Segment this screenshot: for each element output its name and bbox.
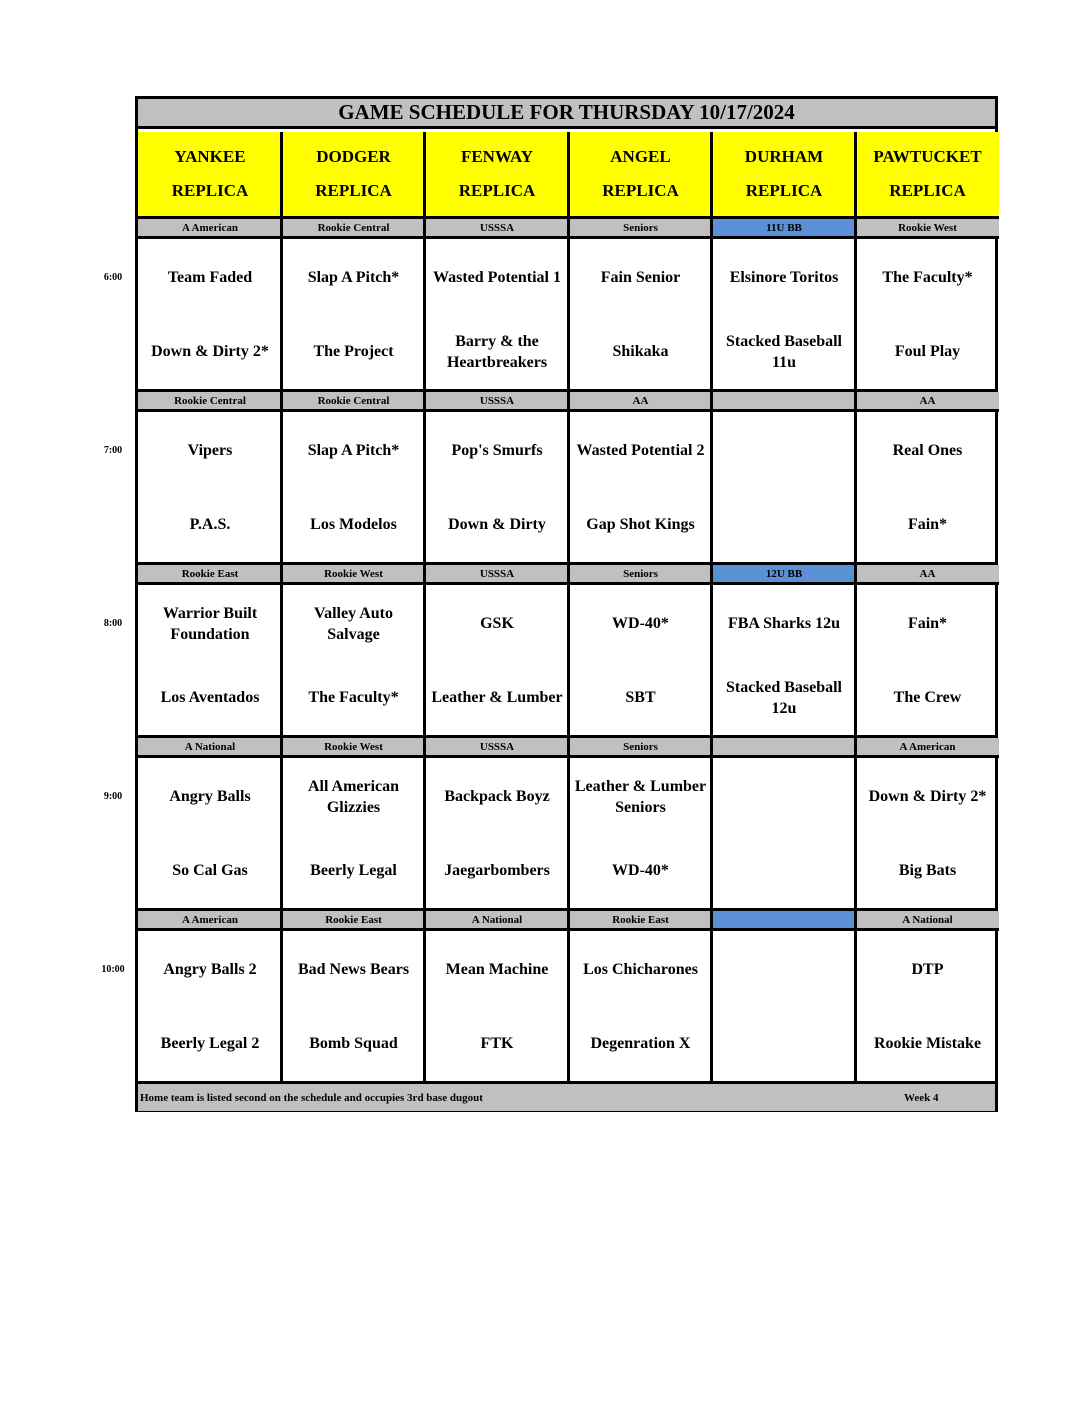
away-team: All American Glizzies (307, 777, 400, 816)
division-label (712, 738, 856, 758)
away-team: Pop's Smurfs (451, 442, 543, 459)
away-team: Team Faded (167, 269, 253, 286)
division-label: A American (138, 219, 282, 239)
field-name: PAWTUCKET (873, 146, 982, 166)
home-team: Degenration X (590, 1035, 691, 1052)
division-label: Rookie West (282, 565, 425, 585)
division-label: 12U BB (712, 565, 856, 585)
home-team: Shikaka (612, 343, 669, 360)
home-team: Rookie Mistake (873, 1035, 982, 1052)
division-label: Rookie East (569, 911, 712, 931)
field-header (138, 132, 282, 219)
column-divider (854, 132, 857, 1084)
home-team (712, 487, 856, 562)
field-name: ANGEL (610, 146, 671, 166)
division-label: Seniors (569, 565, 712, 585)
away-team: Down & Dirty 2* (868, 788, 987, 805)
home-team: So Cal Gas (172, 862, 248, 879)
division-label: Rookie Central (282, 392, 425, 412)
division-label: Seniors (569, 219, 712, 239)
home-team: Bomb Squad (309, 1035, 398, 1052)
division-label: Rookie East (282, 911, 425, 931)
field-type: REPLICA (458, 181, 536, 201)
time-label: 10:00 (101, 964, 125, 975)
time-label: 9:00 (103, 791, 123, 802)
division-label: AA (569, 392, 712, 412)
column-divider (423, 132, 426, 1084)
away-team (712, 931, 856, 1008)
division-label: AA (856, 565, 999, 585)
home-team (712, 833, 856, 908)
home-team: Big Bats (898, 862, 957, 879)
division-label: AA (856, 392, 999, 412)
field-type: REPLICA (889, 181, 966, 201)
division-label: Rookie Central (282, 219, 425, 239)
field-header (712, 132, 856, 219)
away-team: WD-40* (612, 615, 669, 632)
division-label: Rookie West (856, 219, 999, 239)
field-type: REPLICA (315, 181, 392, 201)
division-label: USSSA (425, 565, 569, 585)
division-label: USSSA (425, 392, 569, 412)
time-label: 6:00 (103, 272, 123, 283)
away-team (712, 412, 856, 489)
home-team: Stacked Baseball 12u (725, 678, 842, 717)
away-team: Slap A Pitch* (307, 442, 400, 459)
division-label: Rookie Central (138, 392, 282, 412)
division-label: A National (425, 911, 569, 931)
division-label: 11U BB (712, 219, 856, 239)
away-team: Los Chicharones (583, 961, 698, 978)
field-header (569, 132, 712, 219)
division-label: A American (138, 911, 282, 931)
column-divider (567, 132, 570, 1084)
division-label (712, 911, 856, 931)
home-team: Los Aventados (160, 689, 260, 706)
field-name: YANKEE (174, 146, 246, 166)
home-team (712, 1006, 856, 1081)
division-label: A National (856, 911, 999, 931)
field-type: REPLICA (602, 181, 679, 201)
home-team: The Faculty* (308, 689, 399, 706)
field-name: DURHAM (744, 146, 824, 166)
away-team: Mean Machine (445, 961, 549, 978)
week-label: Week 4 (904, 1092, 939, 1104)
column-divider (280, 132, 283, 1084)
home-team: Leather & Lumber (431, 689, 563, 706)
away-team: DTP (911, 961, 944, 978)
away-team: Bad News Bears (297, 961, 410, 978)
home-team: The Project (313, 343, 394, 360)
division-label: Rookie East (138, 565, 282, 585)
home-team: SBT (625, 689, 656, 706)
home-team: Down & Dirty (448, 516, 546, 533)
away-team: Wasted Potential 1 (433, 269, 561, 286)
home-team: Down & Dirty 2* (151, 343, 269, 360)
away-team: FBA Sharks 12u (727, 615, 841, 632)
away-team: Backpack Boyz (444, 788, 550, 805)
footer-bar (138, 1084, 995, 1111)
home-team: Los Modelos (310, 516, 397, 533)
away-team: Valley Auto Salvage (314, 604, 393, 643)
home-team: Beerly Legal 2 (160, 1035, 260, 1052)
away-team: Warrior Built Foundation (162, 604, 258, 643)
away-team: Vipers (187, 442, 233, 459)
time-label: 8:00 (103, 618, 123, 629)
away-team: Wasted Potential 2 (576, 442, 705, 459)
away-team: Fain Senior (600, 269, 681, 286)
field-header (282, 132, 425, 219)
division-label: A National (138, 738, 282, 758)
division-label: USSSA (425, 738, 569, 758)
home-team: Barry & the Heartbreakers (446, 332, 548, 371)
field-name: DODGER (316, 146, 391, 166)
time-label: 7:00 (103, 445, 123, 456)
footer-note: Home team is listed second on the schedule and occupies 3rd base dugout (140, 1092, 483, 1104)
home-team: Beerly Legal (310, 862, 397, 879)
away-team (712, 758, 856, 835)
home-team: Fain* (907, 516, 948, 533)
home-team: Jaegarbombers (444, 862, 550, 879)
schedule-title: GAME SCHEDULE FOR THURSDAY 10/17/2024 (138, 99, 995, 129)
away-team: Elsinore Toritos (729, 269, 839, 286)
home-team: Gap Shot Kings (586, 516, 695, 533)
away-team: GSK (480, 615, 514, 632)
field-header (425, 132, 569, 219)
field-type: REPLICA (171, 181, 249, 201)
away-team: Angry Balls 2 (163, 961, 257, 978)
away-team: Leather & Lumber Seniors (574, 777, 707, 816)
division-label: Rookie West (282, 738, 425, 758)
away-team: Real Ones (892, 442, 963, 459)
field-name: FENWAY (460, 146, 534, 166)
away-team: Angry Balls (169, 788, 251, 805)
column-divider (710, 132, 713, 1084)
home-team: FTK (480, 1035, 514, 1052)
home-team: Foul Play (894, 343, 961, 360)
division-label (712, 392, 856, 412)
schedule-table (135, 96, 998, 1112)
division-label: A American (856, 738, 999, 758)
home-team: Stacked Baseball 11u (725, 332, 842, 371)
away-team: Slap A Pitch* (307, 269, 400, 286)
division-label: USSSA (425, 219, 569, 239)
division-label: Seniors (569, 738, 712, 758)
home-team: P.A.S. (189, 516, 231, 533)
home-team: The Crew (893, 689, 962, 706)
home-team: WD-40* (612, 862, 669, 879)
field-header (856, 132, 999, 219)
field-type: REPLICA (745, 181, 823, 201)
away-team: Fain* (907, 615, 948, 632)
away-team: The Faculty* (882, 269, 973, 286)
